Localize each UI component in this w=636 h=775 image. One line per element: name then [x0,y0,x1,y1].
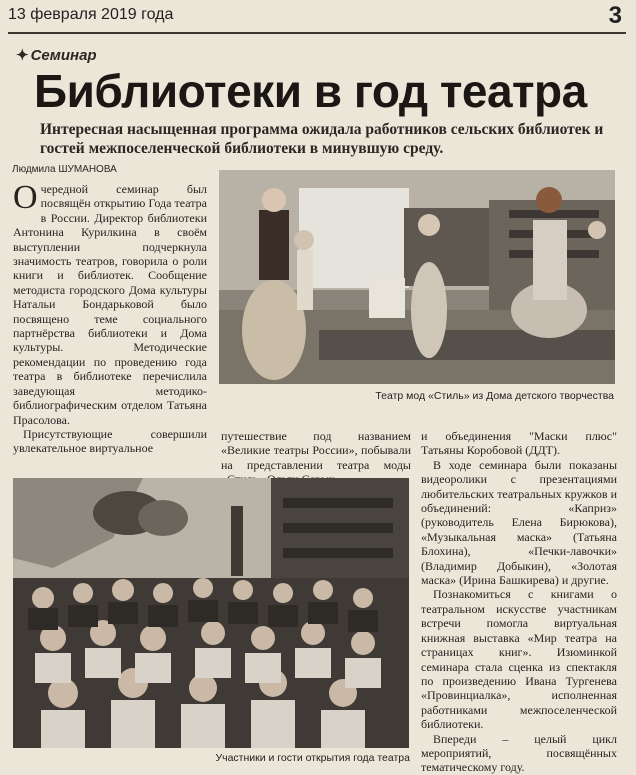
page-number: 3 [608,2,622,29]
paragraph: Впереди – целый цикл мероприятий, посвящённых тематическому году. [421,731,617,775]
paragraph [13,179,207,427]
drop-cap: О [13,179,38,216]
paragraph: В ходе семинара были показаны видеоролики с презентациями любительских театральных кружков и объединений: «Каприз» (руководитель Елена Бирюкова), «Музыкальная маска» (Татьяна Блохина), «Печки-лавочки» (Владимир Добыкин), «Золотая маска» (Ирина Башкирева) и другие. [421,457,617,588]
article-author: Людмила ШУМАНОВА [12,164,117,175]
section-rubric [16,46,97,64]
photo-caption-bottom: Участники и гости открытия года театра [215,752,410,764]
article-headline: Библиотеки в год театра [34,65,587,117]
text-column-1 [13,179,207,456]
paragraph: путешествие под названием «Великие театры России», побывали на представлении театра моды [221,429,411,472]
header-rule [8,32,626,34]
paragraph: Познакомиться с книгами о театральном искусстве участникам встречи помогла виртуальная книжная выставка «Мир театра на страницах книг». Изюминкой семинара стала сценка из спектакля по произведению Ивана Тургенева «Провинциалка», исполненная работниками межпоселенческой библиотеки. [421,587,617,732]
photo-caption-top: Театр мод «Стиль» из Дома детского творчества [375,390,614,402]
photo-fashion-theatre [219,170,615,384]
issue-date: 13 февраля 2019 года [8,6,174,23]
article-lead: Интересная насыщенная программа ожидала работников сельских библиотек и гостей межпоселенческой библиотеки в минувшую среду. [40,121,604,157]
star-icon: ✦ [16,47,29,64]
text-column-3 [421,429,617,775]
paragraph-text: чередной семинар был посвящён открытию Года театра в России. Директор библиотеки Антонина Курилкина в своём выступлении подчеркнула значимость театров, говорила о роли книги и библиотек. Сообщение методиста городского Дома культуры Натальи Бондарьковой было посвящено теме социального партнёрства библиотеки и Дома культуры. Методические рекомендации по проведению года театра в библиотеке перечислила заведующая методико-библиографическим отделом Татьяна Прасолова. [13,182,207,427]
paragraph: и объединения "Маски плюс" Татьяны Коробовой (ДДТ). [421,429,617,458]
photo-participants-image [13,478,409,748]
rubric-label: Семинар [30,47,97,64]
photo-participants [13,478,409,748]
paragraph: Присутствующие совершили увлекательное виртуальное [13,426,207,456]
photo-fashion-theatre-image [219,170,615,384]
